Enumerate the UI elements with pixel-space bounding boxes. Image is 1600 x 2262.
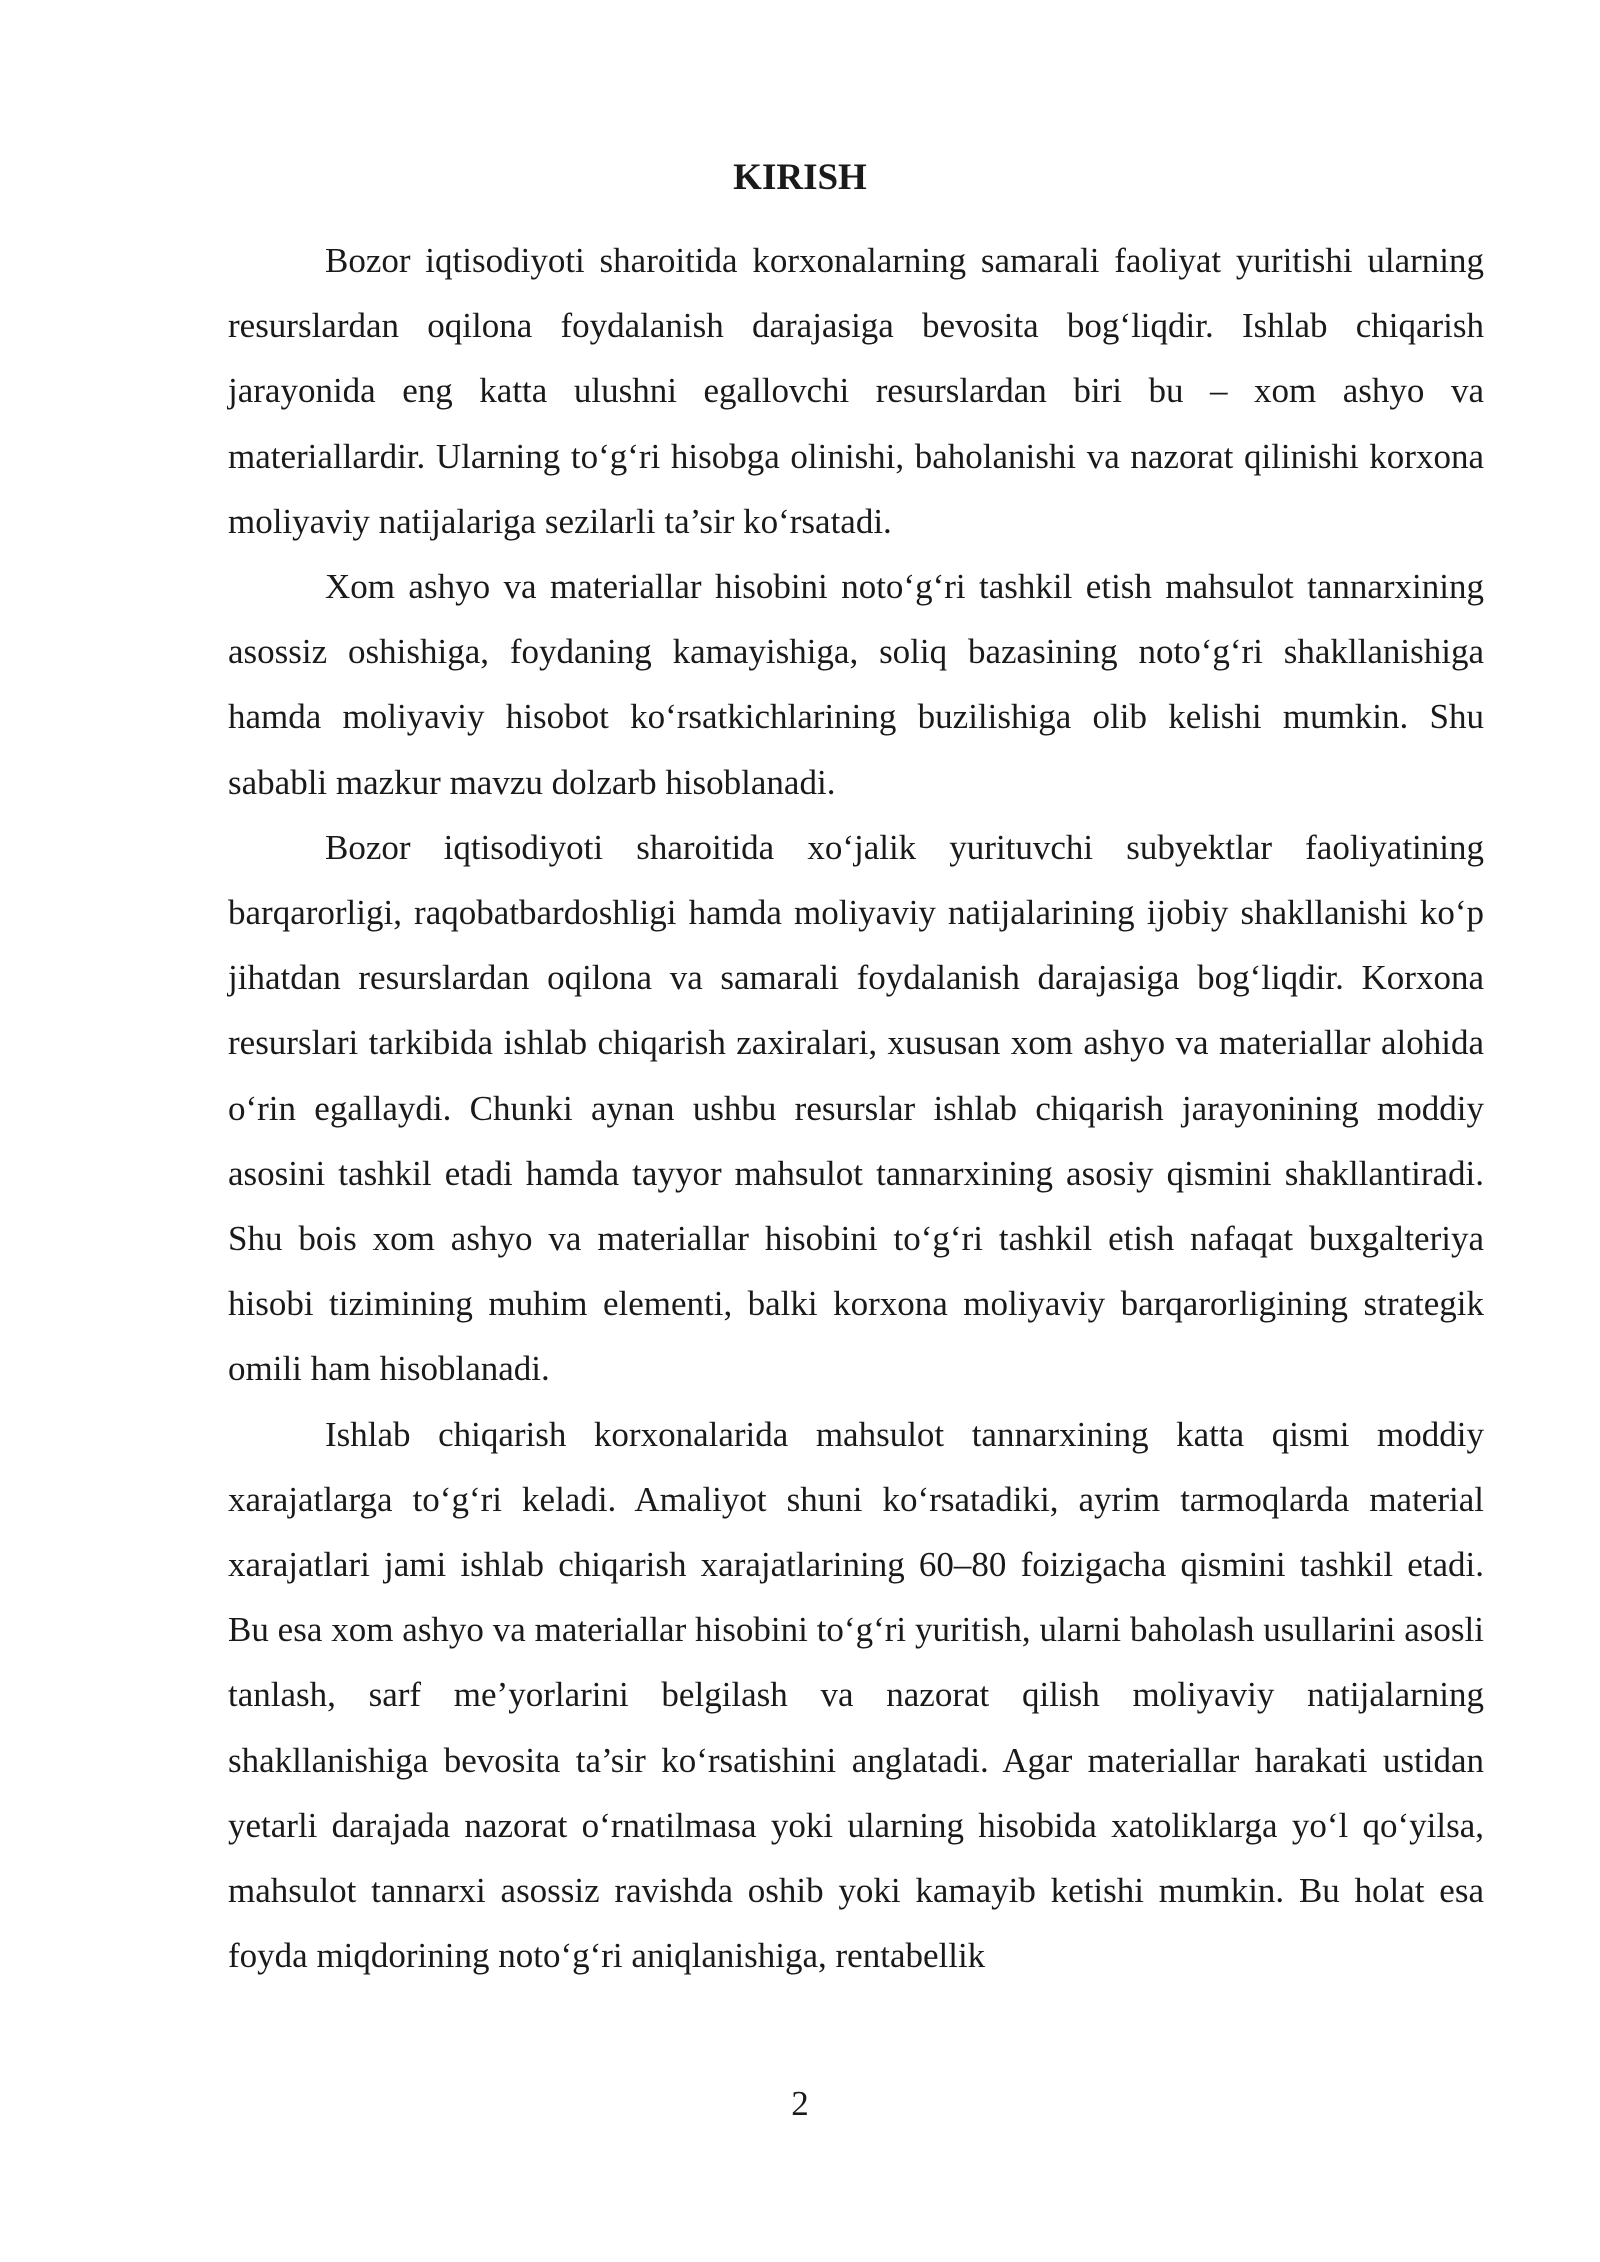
- paragraph-4: Ishlab chiqarish korxonalarida mahsulot tannarxining katta qismi moddiy xarajatlarga to‘g‘ri keladi. Amaliyot shuni ko‘rsatadiki, ayrim tarmoqlarda material xarajatlari jami ishlab chiqarish xarajatlarining 60–80 foizigacha qismini tashkil etadi. Bu esa xom ashyo va materiallar hisobini to‘g‘ri yuritish, ularni baholash usullarini asosli tanlash, sarf me’yorlarini belgilash va nazorat qilish moliyaviy natijalarning shakllanishiga bevosita ta’sir ko‘rsatishini anglatadi. Agar materiallar harakati ustidan yetarli darajada nazorat o‘rnatilmasa yoki ularning hisobida xatoliklarga yo‘l qo‘yilsa, mahsulot tannarxi asossiz ravishda oshib yoki kamayib ketishi mumkin. Bu holat esa foyda miqdorining noto‘g‘ri aniqlanishiga, rentabellik: [228, 1414, 1484, 1976]
- paragraph-1: Bozor iqtisodiyoti sharoitida korxonalarning samarali faoliyat yuritishi ularning resurslardan oqilona foydalanish darajasiga bevosita bog‘liqdir. Ishlab chiqarish jarayonida eng katta ulushni egallovchi resurslardan biri bu – xom ashyo va materiallardir. Ularning to‘g‘ri hisobga olinishi, baholanishi va nazorat qilinishi korxona moliyaviy natijalariga sezilarli ta’sir ko‘rsatadi.: [228, 241, 1484, 541]
- page-number: 2: [791, 2084, 809, 2123]
- paragraph-2: Xom ashyo va materiallar hisobini noto‘g‘ri tashkil etish mahsulot tannarxining asossiz oshishiga, foydaning kamayishiga, soliq bazasining noto‘g‘ri shakllanishiga hamda moliyaviy hisobot ko‘rsatkichlarining buzilishiga olib kelishi mumkin. Shu sababli mazkur mavzu dolzarb hisoblanadi.: [228, 567, 1484, 802]
- body-text: [228, 228, 1484, 1988]
- paragraph-3: Bozor iqtisodiyoti sharoitida xo‘jalik yurituvchi subyektlar faoliyatining barqarorligi, raqobatbardoshligi hamda moliyaviy natijalarining ijobiy shakllanishi ko‘p jihatdan resurslardan oqilona va samarali foydalanish darajasiga bog‘liqdir. Korxona resurslari tarkibida ishlab chiqarish zaxiralari, xususan xom ashyo va materiallar alohida o‘rin egallaydi. Chunki aynan ushbu resurslar ishlab chiqarish jarayonining moddiy asosini tashkil etadi hamda tayyor mahsulot tannarxining asosiy qismini shakllantiradi. Shu bois xom ashyo va materiallar hisobini to‘g‘ri tashkil etish nafaqat buxgalteriya hisobi tizimining muhim elementi, balki korxona moliyaviy barqarorligining strategik omili ham hisoblanadi.: [228, 827, 1484, 1389]
- page-title: KIRISH: [733, 157, 867, 198]
